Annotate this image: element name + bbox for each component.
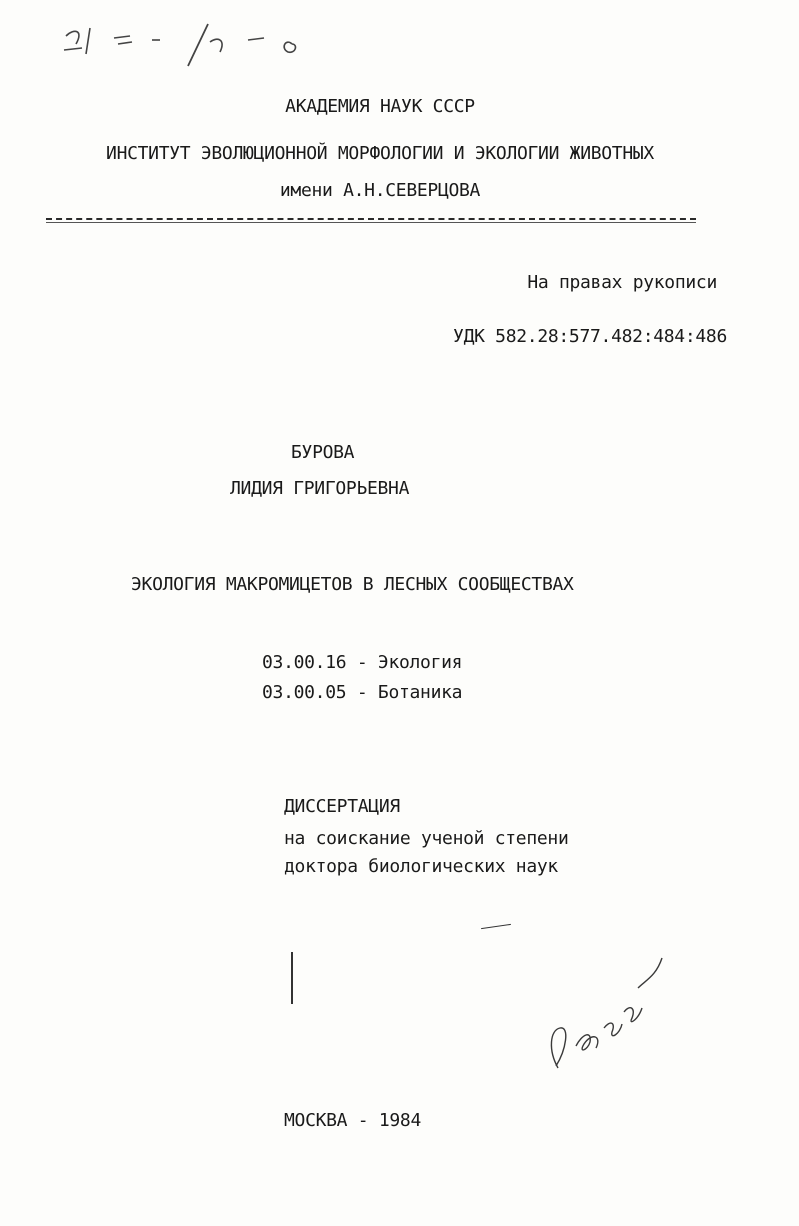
pen-stroke [481, 924, 511, 929]
document-type: ДИССЕРТАЦИЯ [284, 796, 400, 817]
header-divider [46, 218, 696, 220]
manuscript-rights: На правах рукописи [527, 272, 717, 293]
specialty-code-ecology: 03.00.16 - Экология [262, 652, 463, 673]
city-and-year: МОСКВА - 1984 [284, 1110, 421, 1131]
academy-name: АКАДЕМИЯ НАУК СССР [285, 96, 475, 117]
handwritten-archive-mark [60, 14, 320, 74]
pen-stroke [291, 952, 293, 1004]
institute-name: ИНСТИТУТ ЭВОЛЮЦИОННОЙ МОРФОЛОГИИ И ЭКОЛОГИИ ЖИВОТНЫХ [106, 143, 654, 164]
udc-code: УДК 582.28:577.482:484:486 [453, 326, 727, 347]
dissertation-title: ЭКОЛОГИЯ МАКРОМИЦЕТОВ В ЛЕСНЫХ СООБЩЕСТВАХ [131, 574, 574, 595]
header-divider-underline [46, 222, 696, 223]
author-signature [540, 950, 670, 1080]
author-surname: БУРОВА [291, 442, 355, 463]
degree-line-1: на соискание ученой степени [284, 828, 569, 849]
degree-line-2: доктора биологических наук [284, 856, 558, 877]
specialty-code-botany: 03.00.05 - Ботаника [262, 682, 463, 703]
named-after: имени А.Н.СЕВЕРЦОВА [279, 180, 481, 201]
author-name: ЛИДИЯ ГРИГОРЬЕВНА [230, 478, 410, 499]
